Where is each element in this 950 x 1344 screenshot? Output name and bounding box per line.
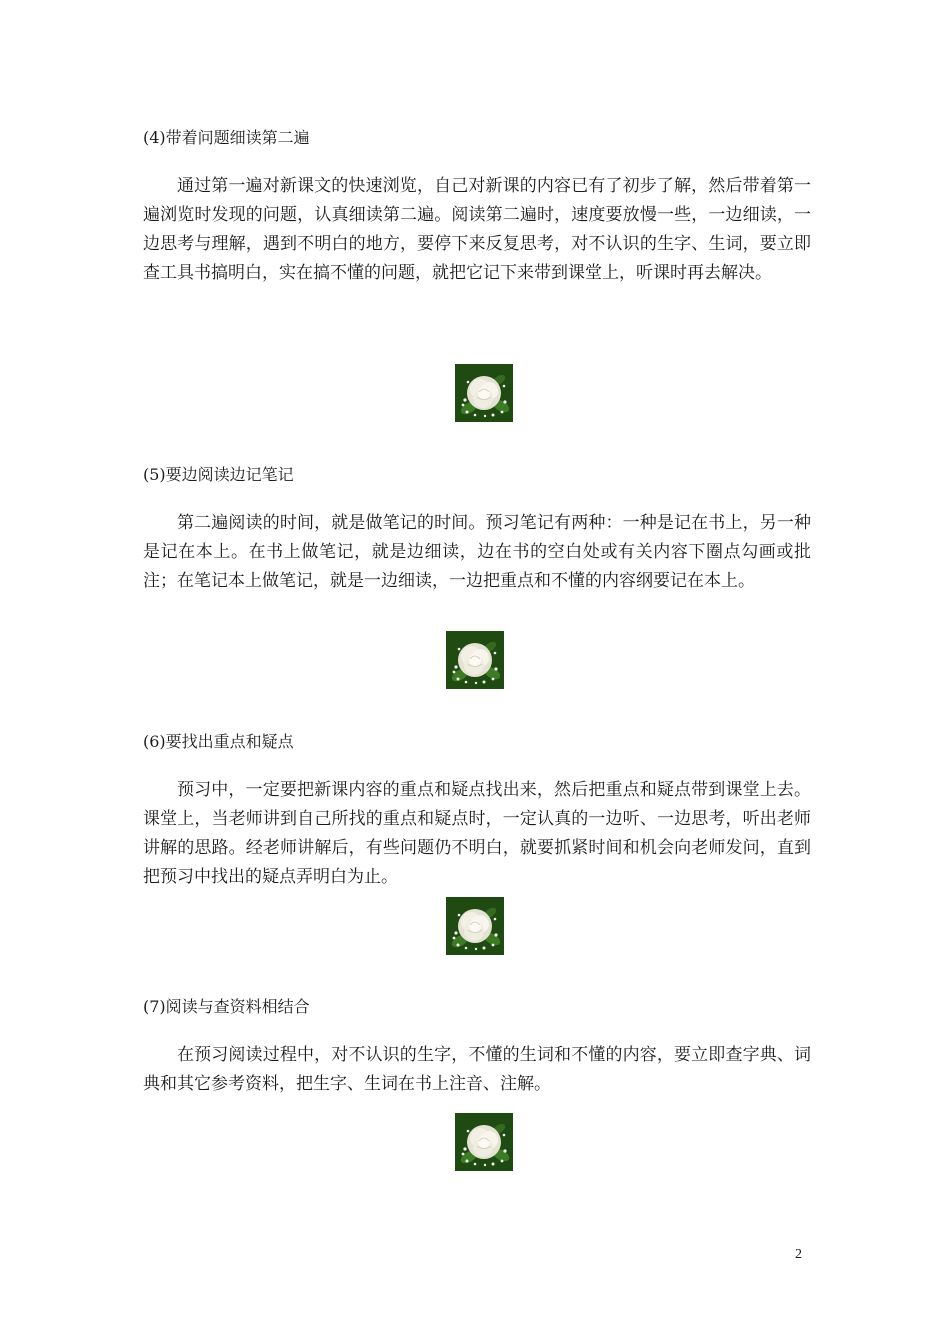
section-paragraph-4: 通过第一遍对新课文的快速浏览，自己对新课的内容已有了初步了解，然后带着第一遍浏览时发现的问题，认真细读第二遍。阅读第二遍时，速度要放慢一些，一边细读，一边思考与理解，遇到不明白的地方，要停下来反复思考，对不认识的生字、生词，要立即查工具书搞明白，实在搞不懂的问题，就把它记下来带到课堂上，听课时再去解决。 bbox=[143, 176, 811, 283]
section-heading-7: (7)阅读与查资料相结合 bbox=[143, 997, 310, 1016]
section-heading-6: (6)要找出重点和疑点 bbox=[143, 732, 294, 751]
section-heading-5: (5)要边阅读边记笔记 bbox=[143, 465, 294, 484]
section-heading-4: (4)带着问题细读第二遍 bbox=[143, 128, 310, 147]
section-paragraph-5: 第二遍阅读的时间，就是做笔记的时间。预习笔记有两种：一种是记在书上，另一种是记在本上。在书上做笔记，就是边细读，边在书的空白处或有关内容下圈点勾画或批注；在笔记本上做笔记，就是一边细读，一边把重点和不懂的内容纲要记在本上。 bbox=[143, 513, 811, 591]
section-paragraph-6: 预习中，一定要把新课内容的重点和疑点找出来，然后把重点和疑点带到课堂上去。课堂上，当老师讲到自己所找的重点和疑点时，一定认真的一边听、一边思考，听出老师讲解的思路。经老师讲解后，有些问题仍不明白，就要抓紧时间和机会向老师发问，直到把预习中找出的疑点弄明白为止。 bbox=[143, 780, 811, 887]
white-rose-icon bbox=[446, 631, 504, 689]
page-number: 2 bbox=[795, 1247, 802, 1262]
white-rose-icon bbox=[446, 897, 504, 955]
section-paragraph-7: 在预习阅读过程中，对不认识的生字，不懂的生词和不懂的内容，要立即查字典、词典和其它参考资料，把生字、生词在书上注音、注解。 bbox=[143, 1045, 811, 1094]
white-rose-icon bbox=[455, 1113, 513, 1171]
white-rose-icon bbox=[455, 364, 513, 422]
